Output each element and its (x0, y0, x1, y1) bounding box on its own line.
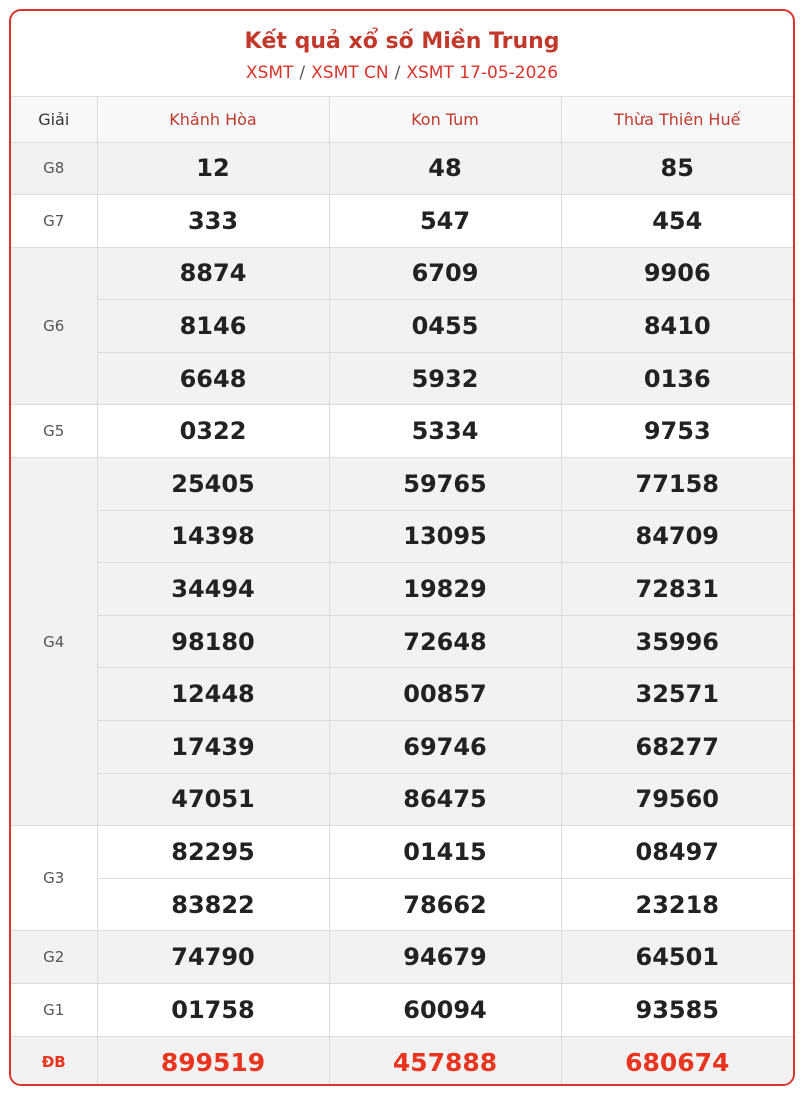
result-number: 454 (561, 195, 793, 248)
prize-label: G6 (11, 247, 97, 405)
result-number: 0322 (97, 405, 329, 458)
result-number: 74790 (97, 931, 329, 984)
province-header-thua-thien-hue[interactable]: Thừa Thiên Huế (561, 97, 793, 142)
result-number: 83822 (97, 878, 329, 931)
result-number: 14398 (97, 510, 329, 563)
prize-label: G1 (11, 984, 97, 1037)
result-number: 680674 (561, 1036, 793, 1086)
table-row (11, 1036, 793, 1086)
result-number: 457888 (329, 1036, 561, 1086)
result-number: 98180 (97, 615, 329, 668)
result-number: 23218 (561, 878, 793, 931)
table-row (11, 247, 793, 300)
prize-label: G2 (11, 931, 97, 984)
results-header (11, 11, 793, 97)
result-number: 9906 (561, 247, 793, 300)
table-row (11, 878, 793, 931)
table-row (11, 352, 793, 405)
result-number: 8146 (97, 300, 329, 353)
result-number: 5932 (329, 352, 561, 405)
prize-label: G3 (11, 826, 97, 931)
result-number: 93585 (561, 984, 793, 1037)
prize-label: G5 (11, 405, 97, 458)
table-row (11, 142, 793, 195)
table-row (11, 931, 793, 984)
result-number: 17439 (97, 721, 329, 774)
breadcrumb-separator: / (299, 63, 306, 83)
result-number: 19829 (329, 563, 561, 616)
prize-label: G8 (11, 142, 97, 195)
result-number: 82295 (97, 826, 329, 879)
breadcrumb-link-xsmt-date[interactable]: XSMT 17-05-2026 (406, 63, 559, 83)
province-header-khanh-hoa[interactable]: Khánh Hòa (97, 97, 329, 142)
result-number: 59765 (329, 458, 561, 511)
table-row (11, 300, 793, 353)
province-header-kon-tum[interactable]: Kon Tum (329, 97, 561, 142)
result-number: 5334 (329, 405, 561, 458)
table-row (11, 195, 793, 248)
result-number: 64501 (561, 931, 793, 984)
result-number: 01415 (329, 826, 561, 879)
result-number: 6709 (329, 247, 561, 300)
result-number: 72831 (561, 563, 793, 616)
breadcrumb-link-xsmt-cn[interactable]: XSMT CN (311, 63, 389, 83)
results-body (11, 142, 793, 1086)
prize-column-header: Giải (11, 97, 97, 142)
result-number: 0455 (329, 300, 561, 353)
breadcrumb-separator: / (394, 63, 401, 83)
result-number: 78662 (329, 878, 561, 931)
result-number: 547 (329, 195, 561, 248)
result-number: 08497 (561, 826, 793, 879)
prize-label: G4 (11, 458, 97, 826)
result-number: 9753 (561, 405, 793, 458)
result-number: 8410 (561, 300, 793, 353)
result-number: 84709 (561, 510, 793, 563)
table-header-row (11, 97, 793, 142)
table-row (11, 668, 793, 721)
result-number: 12 (97, 142, 329, 195)
table-row (11, 563, 793, 616)
result-number: 0136 (561, 352, 793, 405)
result-number: 94679 (329, 931, 561, 984)
result-number: 6648 (97, 352, 329, 405)
prize-label: G7 (11, 195, 97, 248)
result-number: 34494 (97, 563, 329, 616)
result-number: 48 (329, 142, 561, 195)
result-number: 60094 (329, 984, 561, 1037)
breadcrumb-link-xsmt[interactable]: XSMT (245, 63, 294, 83)
table-row (11, 510, 793, 563)
result-number: 01758 (97, 984, 329, 1037)
result-number: 35996 (561, 615, 793, 668)
result-number: 68277 (561, 721, 793, 774)
result-number: 85 (561, 142, 793, 195)
result-number: 32571 (561, 668, 793, 721)
page-title: Kết quả xổ số Miền Trung (244, 29, 560, 54)
result-number: 79560 (561, 773, 793, 826)
table-row (11, 773, 793, 826)
result-number: 13095 (329, 510, 561, 563)
result-number: 77158 (561, 458, 793, 511)
result-number: 12448 (97, 668, 329, 721)
result-number: 8874 (97, 247, 329, 300)
result-number: 86475 (329, 773, 561, 826)
result-number: 47051 (97, 773, 329, 826)
result-number: 333 (97, 195, 329, 248)
results-table (11, 97, 793, 1086)
result-number: 69746 (329, 721, 561, 774)
result-number: 72648 (329, 615, 561, 668)
breadcrumb (11, 62, 793, 84)
table-row (11, 405, 793, 458)
table-row (11, 721, 793, 774)
table-row (11, 826, 793, 879)
table-row (11, 984, 793, 1037)
result-number: 899519 (97, 1036, 329, 1086)
prize-label: ĐB (11, 1036, 97, 1086)
table-row (11, 615, 793, 668)
results-card (9, 9, 795, 1086)
result-number: 25405 (97, 458, 329, 511)
result-number: 00857 (329, 668, 561, 721)
table-row (11, 458, 793, 511)
